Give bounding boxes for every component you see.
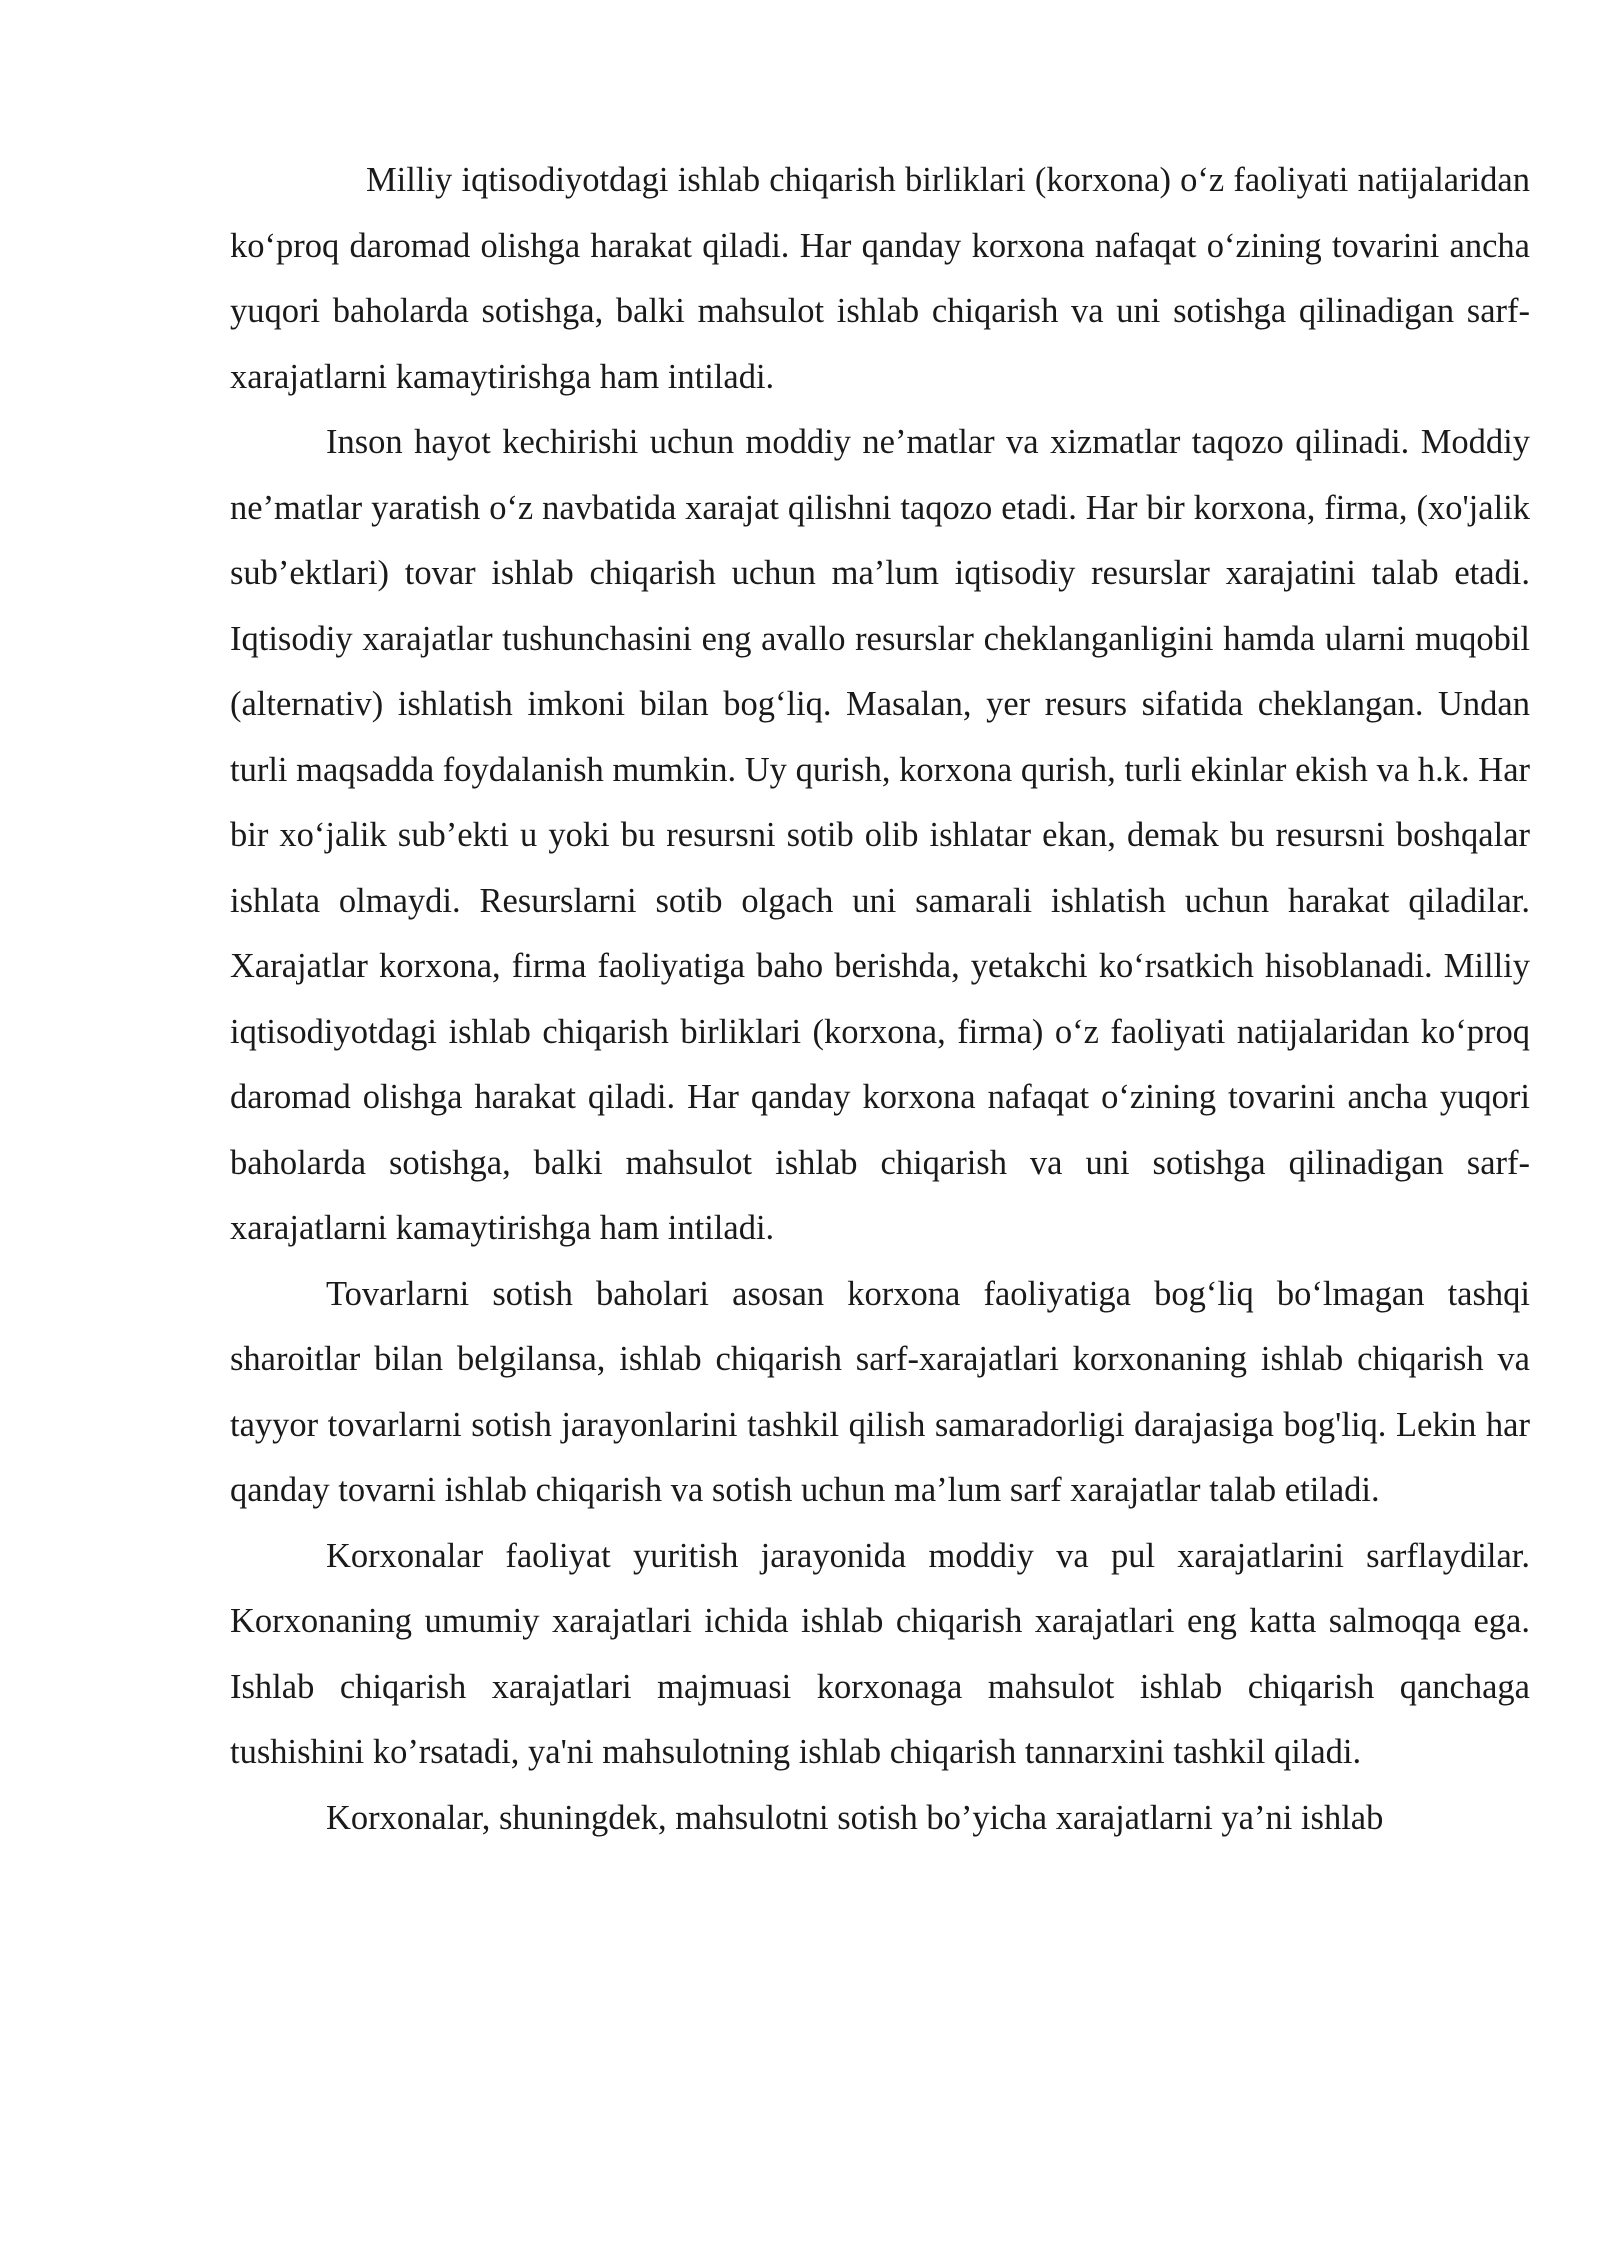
paragraph-5: Korxonalar, shuningdek, mahsulotni sotish bo’yicha xarajatlarni ya’ni ishlab [326,1798,1384,1837]
paragraph-3: Tovarlarni sotish baholari asosan korxona faoliyatiga bog‘liq bo‘lmagan tashqi sharoitlar bilan belgilansa, ishlab chiqarish sarf-xarajatlari korxonaning ishlab chiqarish va tayyor tovarlarni sotish jarayonlarini tashkil qilish samaradorligi darajasiga bog'liq. Lekin har qanday tovarni ishlab chiqarish va sotish uchun ma’lum sarf xarajatlar talab etiladi. [230,1274,1530,1509]
paragraph-2: Inson hayot kechirishi uchun moddiy ne’matlar va xizmatlar taqozo qilinadi. Moddiy ne’matlar yaratish o‘z navbatida xarajat qilishni taqozo etadi. Har bir korxona, firma, (xo'jalik sub’ektlari) tovar ishlab chiqarish uchun ma’lum iqtisodiy resurslar xarajatini talab etadi. Iqtisodiy xarajatlar tushunchasini eng avallo resurslar cheklanganligini hamda ularni muqobil (alternativ) ishlatish imkoni bilan bog‘liq. Masalan, yer resurs sifatida cheklangan. Undan turli maqsadda foydalanish mumkin. Uy qurish, korxona qurish, turli ekinlar ekish va h.k. Har bir xo‘jalik sub’ekti u yoki bu resursni sotib olib ishlatar ekan, demak bu resursni boshqalar ishlata olmaydi. Resurslarni sotib olgach uni samarali ishlatish uchun harakat qiladilar. Xarajatlar korxona, firma faoliyatiga baho berishda, yetakchi ko‘rsatkich hisoblanadi. Milliy iqtisodiyotdagi ishlab chiqarish birliklari (korxona, firma) o‘z faoliyati natijalaridan ko‘proq daromad olishga harakat qiladi. Har qanday korxona nafaqat o‘zining tovarini ancha yuqori baholarda sotishga, balki mahsulot ishlab chiqarish va uni sotishga qilinadigan sarf-xarajatlarni kamaytirishga ham intiladi. [230,423,1530,1247]
document-body [230,148,1530,1851]
paragraph-1: Milliy iqtisodiyotdagi ishlab chiqarish birliklari (korxona) o‘z faoliyati natijalaridan ko‘proq daromad olishga harakat qiladi. Har qanday korxona nafaqat o‘zining tovarini ancha yuqori baholarda sotishga, balki mahsulot ishlab chiqarish va uni sotishga qilinadigan sarf-xarajatlarni kamaytirishga ham intiladi. [230,161,1530,396]
paragraph-4: Korxonalar faoliyat yuritish jarayonida moddiy va pul xarajatlarini sarflaydilar. Korxonaning umumiy xarajatlari ichida ishlab chiqarish xarajatlari eng katta salmoqqa ega. Ishlab chiqarish xarajatlari majmuasi korxonaga mahsulot ishlab chiqarish qanchaga tushishini ko’rsatadi, ya'ni mahsulotning ishlab chiqarish tannarxini tashkil qiladi. [230,1536,1530,1771]
